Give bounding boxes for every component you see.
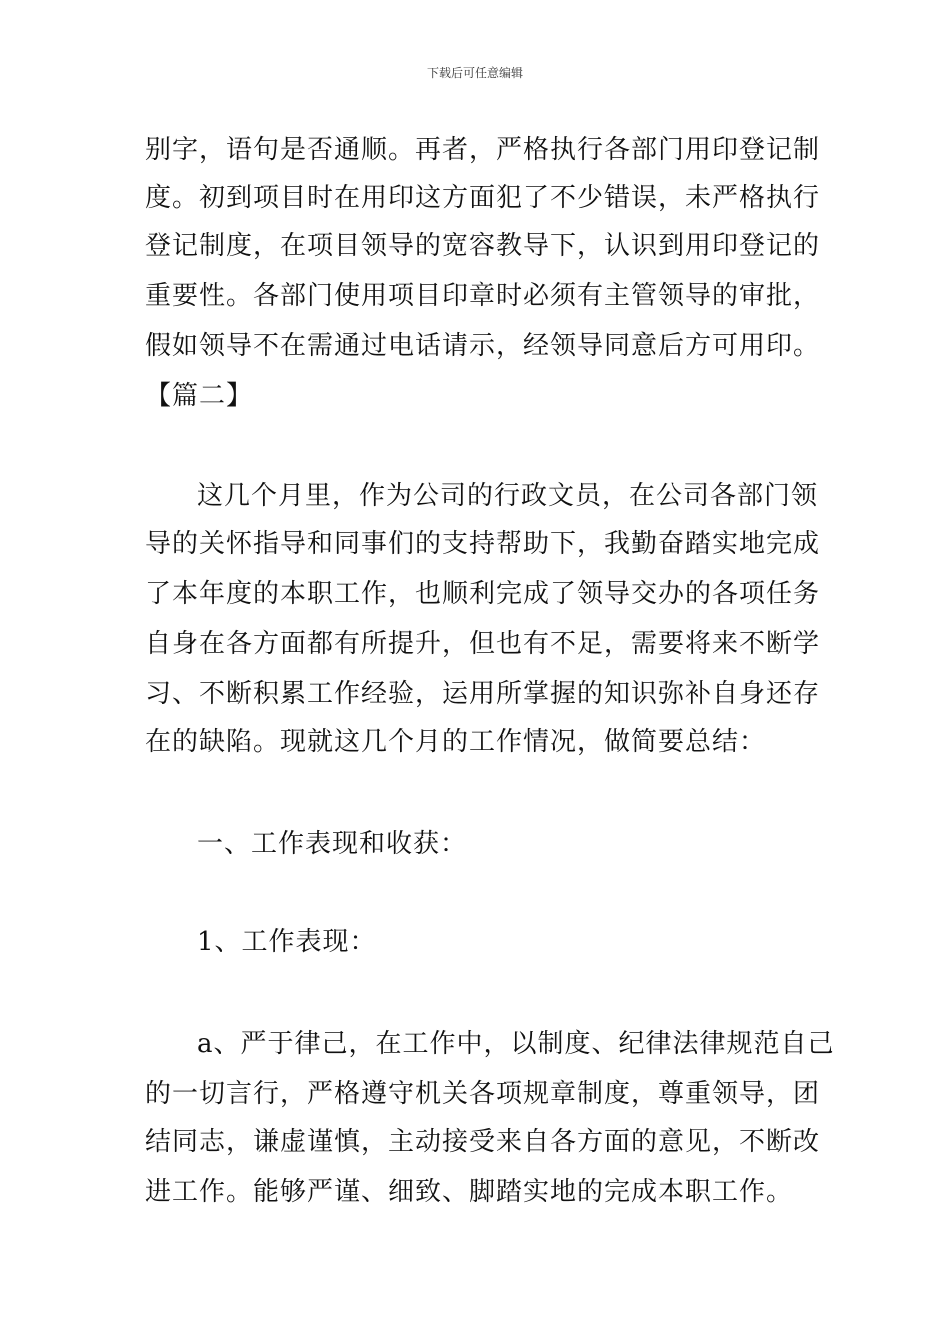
body-line: a、严于律己，在工作中，以制度、纪律法律规范自己 — [197, 1029, 835, 1059]
subheading: 一、工作表现和收获： — [197, 829, 468, 859]
subheading: 1、工作表现： — [197, 927, 377, 957]
body-line: 登记制度，在项目领导的宽容教导下，认识到用印登记的 — [145, 231, 821, 261]
body-line: 假如领导不在需通过电话请示，经领导同意后方可用印。 — [145, 331, 821, 361]
body-line: 习、不断积累工作经验，运用所掌握的知识弥补自身还存 — [145, 679, 821, 709]
section-heading: 【篇二】 — [145, 381, 254, 411]
body-line: 自身在各方面都有所提升，但也有不足，需要将来不断学 — [145, 629, 821, 659]
page-header: 下载后可任意编辑 — [426, 66, 523, 80]
body-line: 在的缺陷。现就这几个月的工作情况，做简要总结： — [145, 727, 767, 757]
body-line: 了本年度的本职工作，也顺利完成了领导交办的各项任务 — [145, 579, 821, 609]
body-line: 度。初到项目时在用印这方面犯了不少错误，未严格执行 — [145, 183, 821, 213]
body-line: 导的关怀指导和同事们的支持帮助下，我勤奋踏实地完成 — [145, 529, 821, 559]
body-line: 别字，语句是否通顺。再者，严格执行各部门用印登记制 — [145, 135, 821, 165]
body-line: 进工作。能够严谨、细致、脚踏实地的完成本职工作。 — [145, 1177, 794, 1207]
body-line: 结同志，谦虚谨慎，主动接受来自各方面的意见，不断改 — [145, 1127, 821, 1157]
body-line: 重要性。各部门使用项目印章时必须有主管领导的审批， — [145, 281, 821, 311]
body-line: 这几个月里，作为公司的行政文员，在公司各部门领 — [197, 481, 819, 511]
body-line: 的一切言行，严格遵守机关各项规章制度，尊重领导，团 — [145, 1079, 821, 1109]
